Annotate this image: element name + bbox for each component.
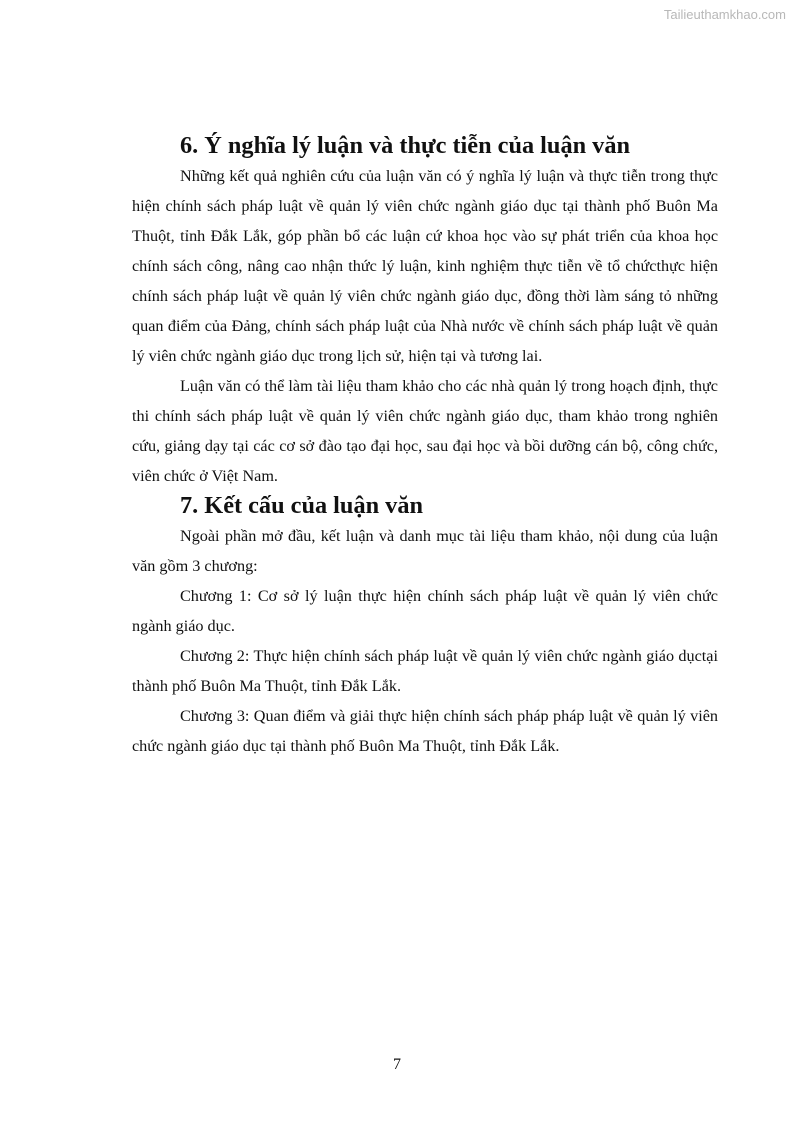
document-body: [132, 131, 718, 761]
paragraph: Luận văn có thể làm tài liệu tham khảo cho các nhà quản lý trong hoạch định, thực thi chính sách pháp luật về quản lý viên chức ngành giáo dục, tham khảo trong nghiên cứu, giảng dạy tại các cơ sở đào tạo đại học, sau đại học và bồi dưỡng cán bộ, công chức, viên chức ở Việt Nam.: [132, 377, 718, 485]
section-heading-6: 6. Ý nghĩa lý luận và thực tiễn của luận văn: [180, 132, 630, 159]
chapter-3-description: Chương 3: Quan điểm và giải thực hiện chính sách pháp pháp luật về quản lý viên chức ngành giáo dục tại thành phố Buôn Ma Thuột, tỉnh Đắk Lắk.: [132, 707, 718, 755]
page-number: 7: [393, 1056, 401, 1073]
section-heading-7: 7. Kết cấu của luận văn: [180, 492, 423, 519]
watermark: Tailieuthamkhao.com: [663, 7, 786, 22]
chapter-2-description: Chương 2: Thực hiện chính sách pháp luật về quản lý viên chức ngành giáo dụctại thành phố Buôn Ma Thuột, tỉnh Đắk Lắk.: [132, 647, 718, 695]
paragraph: Những kết quả nghiên cứu của luận văn có ý nghĩa lý luận và thực tiễn trong thực hiện chính sách pháp luật về quản lý viên chức ngành giáo dục tại thành phố Buôn Ma Thuột, tỉnh Đắk Lắk, góp phần bổ các luận cứ khoa học vào sự phát triển của khoa học chính sách công, nâng cao nhận thức lý luận, kinh nghiệm thực tiễn về tổ chứcthực hiện chính sách pháp luật về quản lý viên chức ngành giáo dục, đồng thời làm sáng tỏ những quan điểm của Đảng, chính sách pháp luật của Nhà nước về chính sách pháp luật về quản lý viên chức ngành giáo dục trong lịch sử, hiện tại và tương lai.: [132, 167, 718, 365]
chapter-1-description: Chương 1: Cơ sở lý luận thực hiện chính sách pháp luật về quản lý viên chức ngành giáo dục.: [132, 587, 718, 635]
paragraph: Ngoài phần mở đầu, kết luận và danh mục tài liệu tham khảo, nội dung của luận văn gồm 3 chương:: [132, 527, 718, 575]
